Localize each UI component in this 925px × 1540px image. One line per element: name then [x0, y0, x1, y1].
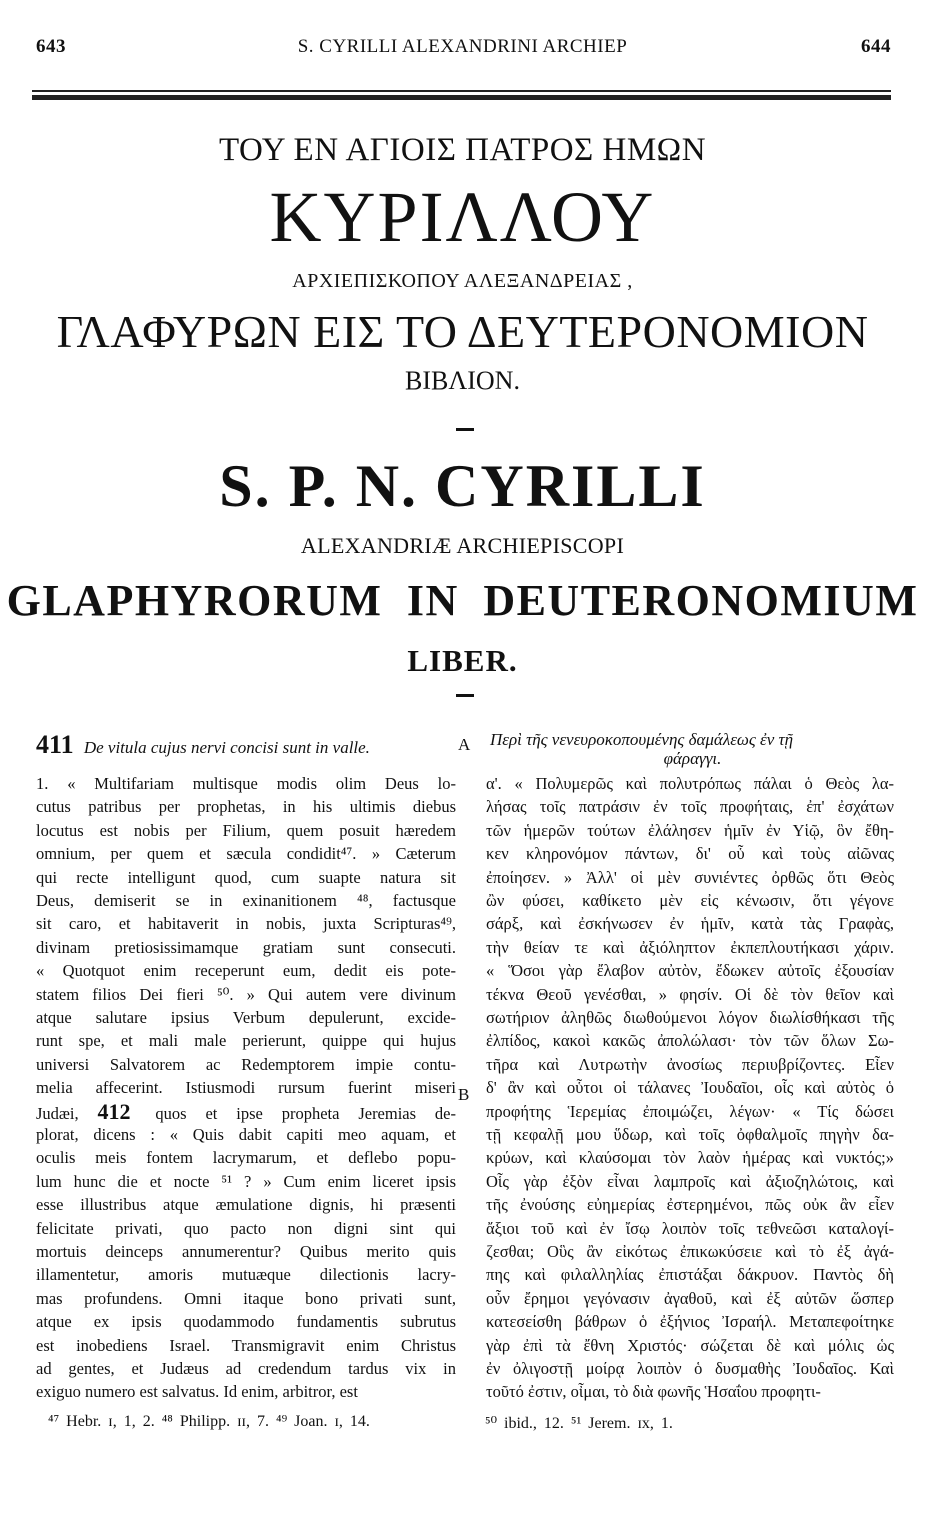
greek-work-title: ΓΛΑΦΥΡΩΝ ΕΙΣ ΤΟ ΔΕΥΤΕΡΟΝΟΜΙΟΝ	[56, 306, 869, 357]
greek-section-heading	[490, 730, 895, 768]
text-line: felicitate privati, quo pacto non digni sint qui	[36, 1218, 456, 1238]
head-rule-thin	[32, 90, 891, 92]
text-line: atque ex ipsis quodammodo fundamentis subrutus	[36, 1312, 456, 1332]
latin-title-line-2: ALEXANDRIÆ ARCHIEPISCOPI	[300, 533, 625, 558]
text-line: statem filios Dei fieri ⁵⁰. » Qui autem vere divinum	[36, 984, 456, 1004]
text-line: cutus patribus per prophetas, in his ultimis diebus	[36, 797, 456, 817]
title-divider	[456, 694, 474, 697]
text-line: τῇ κεφαλῇ μου ὕδωρ, καὶ τοῖς ὀφθαλμοῖς πηγὴν δα-	[486, 1125, 894, 1144]
text-line: plorat, dicens : « Quis dabit capiti meo aquam, et	[36, 1125, 456, 1144]
text-line: ad gentes, et Judæus ad credendum tardus vix in	[36, 1359, 456, 1378]
text-line: exiguo numero est salvatus. Id enim, arbitror, est	[36, 1382, 358, 1402]
text-line: sit caro, et habitaverit in nobis, juxta Scripturas⁴⁹,	[36, 914, 456, 934]
text-line: τῆρα καὶ Λυτρωτὴν ἀνοσίως περιυβρίζοντες. Εἶεν	[486, 1054, 894, 1074]
running-head	[30, 30, 895, 60]
greek-author-name: ΚΥΡΙΛΛΟΥ	[269, 177, 656, 257]
text-line: ἐν ὀλιγοστῇ μοίρᾳ λοιπὸν ὁ δυσμαθὴς Ἰουδαῖος. Καὶ	[486, 1359, 894, 1378]
text-line: τὴν θείαν τε καὶ ἀξιόληπτον ἐκπεπλουτήκασι χάριν.	[486, 937, 894, 957]
text-line: τέκνα Θεοῦ γενέσθαι, » φησίν. Οἱ δὲ τὸν θεῖον καὶ	[486, 984, 894, 1004]
running-title: S. CYRILLI ALEXANDRINI ARCHIEP	[297, 36, 628, 57]
greek-book-label: ΒΙΒΛΙΟΝ.	[405, 366, 520, 395]
margin-letter-a: A	[458, 735, 471, 754]
text-line: oculis meis fontem lacrymarum, et deflebo popu-	[36, 1148, 456, 1168]
text-line: προφήτης Ἱερεμίας ἐποιμώζει, λέγων· « Τίς δώσει	[486, 1101, 894, 1121]
text-line: γὰρ ἐπὶ τὰ ἔθνη Χριστός· σώζεται δὲ καὶ μόλις ὡς	[486, 1335, 894, 1355]
text-line: Deus, demiserit se in exinanitionem ⁴⁸, factusque	[36, 891, 456, 910]
text-line: ὢν φύσει, καθίκετο μὲν εἰς κένωσιν, ὅτι γέγονε	[486, 891, 894, 910]
text-line: mortuis deinceps annumerentur? Quibus merito quis	[36, 1242, 456, 1261]
text-line: omnium, per quem et sæcula condidit⁴⁷. » Cæterum	[36, 844, 456, 864]
text-line: σάρξ, καὶ ἐσκήνωσεν ἐν ἡμῖν, κατὰ τὰς Γραφὰς,	[486, 914, 894, 934]
text-line: κατεσείσθη βάθρων ὁ ἐξήνιος Ἰσραήλ. Μεταπεφοίτηκε	[486, 1312, 894, 1332]
text-line: τῆς ἐνούσης εὐημερίας ἐστερημένοι, πῶς οὐκ ἂν εἶεν	[486, 1195, 894, 1215]
text-line: illamentetur, amoris mutuæque dilectionis lacry-	[36, 1265, 456, 1285]
latin-book-label: LIBER.	[407, 643, 518, 678]
text-line: κρύων, καὶ κλαύσομαι τὸν λαὸν ἡμέρας καὶ νυκτός;»	[486, 1148, 894, 1168]
title-divider	[456, 428, 474, 431]
text-line: esse illustribus atque æmulatione dignis, hi præsenti	[36, 1195, 456, 1215]
greek-footnotes: ⁵⁰ ibid., 12. ⁵¹ Jerem. ɪx, 1.	[485, 1415, 673, 1432]
text-line: atque salutare ipsius Verbum depulerunt, excide-	[36, 1008, 456, 1027]
text-line: « Ὅσοι γὰρ ἔλαβον αὐτὸν, ἔδωκεν αὐτοῖς ἐξουσίαν	[486, 961, 894, 981]
latin-footnotes: ⁴⁷ Hebr. ɪ, 1, 2. ⁴⁸ Philipp. ɪɪ, 7. ⁴⁹ Joan. ɪ, 14.	[48, 1413, 370, 1430]
page-number-left: 643	[36, 36, 66, 57]
latin-section-heading	[36, 730, 476, 760]
greek-title-line-3: ΑΡΧΙΕΠΙΣΚΟΠΟΥ ΑΛΕΞΑΝΔΡΕΙΑΣ ,	[292, 270, 633, 292]
text-line: 1. « Multifariam multisque modis olim Deus lo-	[36, 774, 456, 793]
greek-heading-line-1: Περὶ τῆς νενευροκοπουμένης δαμάλεως ἐν τῇ	[490, 730, 794, 749]
greek-title-line-1: ΤΟΥ ΕΝ ΑΓΙΟΙΣ ΠΑΤΡΟΣ ΗΜΩΝ	[218, 132, 707, 168]
greek-heading-line-2: φάραγγι.	[663, 749, 722, 768]
text-line: οὖν ἔρημοι γεγόνασιν ἀγαθοῦ, καὶ ἐξ αὐτῶν ὥσπερ	[486, 1288, 894, 1308]
column-number: 412	[97, 1099, 131, 1123]
text-line: runt spe, et mali male perierunt, quippe qui hujus	[36, 1031, 456, 1051]
text-line: universi Salvatorem ac Redemptorem impie contu-	[36, 1054, 456, 1074]
latin-author-name: S. P. N. CYRILLI	[219, 453, 706, 519]
text-line: σωτήριον ἀληθῶς διωθούμενοι λόγον διωλίσθήκασι τῆς	[486, 1008, 894, 1027]
column-number: 411	[36, 730, 74, 759]
text-line: ζεσθαι; Οὓς ἂν εἰκότως ἐπικωκύσειε καὶ τὸ ἐξ ἀγά-	[486, 1242, 894, 1261]
text-line: πης καὶ φιλαλληλίας ἐπιστάξαι δάκρυον. Παντὸς δὴ	[486, 1265, 894, 1285]
head-rule-thick	[32, 95, 891, 100]
text-line: ἐλπίδος, κακοὶ κακῶς ἀπολώλασι· τὸν τῶν ὅλων Σω-	[486, 1031, 894, 1051]
latin-work-title: GLAPHYRORUM IN DEUTERONOMIUM	[6, 576, 919, 625]
text-line: λήσας τοῖς πατράσιν ἐν τοῖς προφήταις, ἐπ' ἐσχάτων	[486, 797, 894, 817]
text-line: locutus est nobis per Filium, quem posuit hæredem	[36, 820, 456, 840]
text-line: Judæi, 412 quos et ipse propheta Jeremias de-	[36, 1099, 456, 1123]
text-line: lum hunc die et nocte ⁵¹ ? » Cum enim liceret ipsis	[36, 1171, 456, 1191]
text-line: δ' ἂν καὶ οὗτοι οἱ τάλανες Ἰουδαῖοι, οἷς καὶ αὐτὸς ὁ	[486, 1078, 894, 1098]
margin-letter-b: B	[458, 1085, 470, 1104]
text-line: α'. « Πολυμερῶς καὶ πολυτρόπως πάλαι ὁ Θεὸς λα-	[486, 774, 894, 793]
text-line: « Quotquot enim receperunt eum, dedit eis pote-	[36, 961, 456, 981]
text-line: ἐποίησεν. » Ἀλλ' οἱ μὲν συνιέντες ὀρθῶς ὅτι Θεὸς	[486, 867, 894, 887]
text-line: est inobediens Israel. Transmigravit enim Christus	[36, 1335, 456, 1355]
text-line: mas profundens. Omni itaque bono privati sunt,	[36, 1288, 456, 1308]
text-line: Οἷς γὰρ ἐξὸν εἶναι λαμπροῖς καὶ ἀξιοζηλώτοις, καὶ	[486, 1171, 894, 1191]
text-line: qui recte intelligunt quod, cum suapte natura sit	[36, 867, 456, 887]
text-line: divinam pretiosissimamque gratiam sunt consecuti.	[36, 937, 456, 957]
text-line: τοῦτό ἐστιν, οἶμαι, τὸ διὰ φωνῆς Ἡσαΐου προφητι-	[486, 1382, 821, 1402]
page-number-right: 644	[861, 36, 891, 57]
text-line: τῶν ἡμερῶν τούτων ἐλάλησεν ἡμῖν ἐν Υἱῷ, ὃν ἔθη-	[486, 820, 894, 840]
text-line: ἄξιοι τοῦ καὶ ἐν ἴσῳ λοιπὸν τοῖς τεθνεῶσι καταλογί-	[486, 1218, 894, 1238]
latin-heading-text: De vitula cujus nervi concisi sunt in valle.	[83, 738, 370, 757]
text-line: melia affecerint. Istiusmodi rursum fuerint miseri	[36, 1078, 456, 1098]
text-line: κεν κληρονόμον πάντων, δι' οὗ καὶ τοὺς αἰῶνας	[486, 844, 894, 864]
